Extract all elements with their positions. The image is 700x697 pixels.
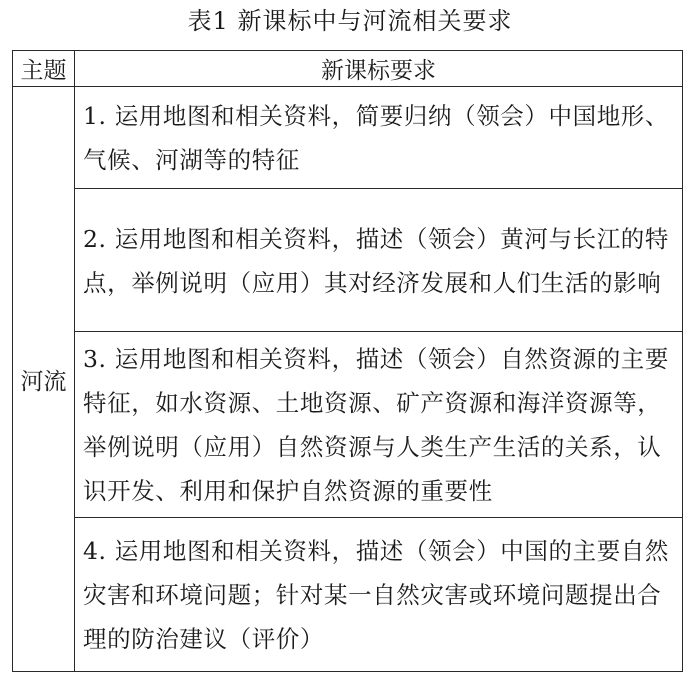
requirement-cell-2: 2. 运用地图和相关资料，描述（领会）黄河与长江的特点，举例说明（应用）其对经济发展和人们生活的影响 (75, 189, 683, 332)
table-caption: 表1 新课标中与河流相关要求 (187, 7, 513, 35)
table-row (13, 87, 683, 189)
requirement-cell-3: 3. 运用地图和相关资料，描述（领会）自然资源的主要特征，如水资源、土地资源、矿产资源和海洋资源等，举例说明（应用）自然资源与人类生产生活的关系，认识开发、利用和保护自然资源的重要性 (75, 332, 683, 518)
requirement-cell-1: 1. 运用地图和相关资料，简要归纳（领会）中国地形、气候、河湖等的特征 (75, 87, 683, 189)
topic-cell: 河流 (13, 87, 75, 672)
requirement-cell-4: 4. 运用地图和相关资料，描述（领会）中国的主要自然灾害和环境问题；针对某一自然灾害或环境问题提出合理的防治建议（评价） (75, 518, 683, 672)
table-row (13, 518, 683, 672)
header-topic: 主题 (13, 51, 75, 87)
requirements-table (12, 50, 683, 672)
table-row (13, 332, 683, 518)
table-header-row (13, 51, 683, 87)
table-row (13, 189, 683, 332)
header-requirement: 新课标要求 (75, 51, 683, 87)
